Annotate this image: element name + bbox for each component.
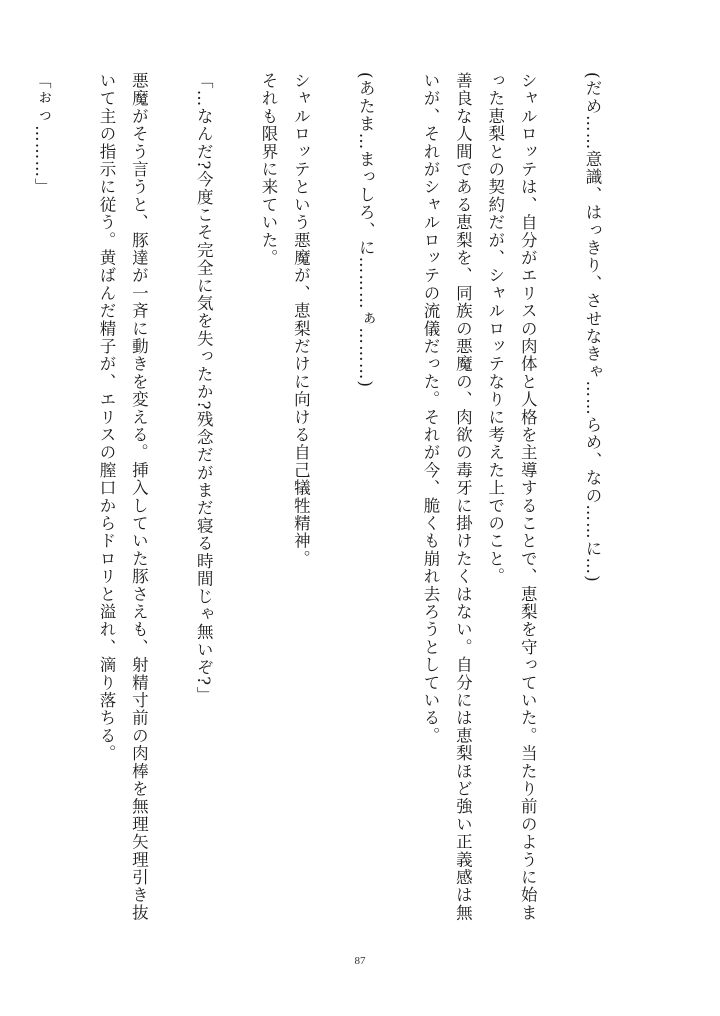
text-line: (だめ……意識、はっきり、させなきゃ……らめ、なの……に…) bbox=[583, 72, 602, 583]
text-line: 「ぉっ………」 bbox=[32, 72, 52, 196]
blank-line bbox=[57, 72, 89, 932]
page-number: 87 bbox=[354, 955, 366, 967]
text-line: 善良な人間である恵梨を、同族の悪魔の、肉欲の毒牙に掛けたくはない。自分には恵梨ほど強い正義感は無いが、それがシャルロッテの流儀だった。それが今、脆くも崩れ去ろうとしている。 bbox=[420, 72, 473, 922]
text-line: 悪魔がそう言うと、豚達が一斉に動きを変える。挿入していた豚さえも、射精寸前の肉棒を無理矢理引き抜いて主の指示に従う。黄ばんだ精子が、エリスの膣口からドロリと溢れ、滴り落ちる。 bbox=[96, 72, 149, 922]
blank-line bbox=[219, 72, 251, 932]
blank-line bbox=[0, 72, 25, 932]
blank-line bbox=[316, 72, 348, 932]
blank-line bbox=[381, 72, 413, 932]
text-line: シャルロッテは、自分がエリスの肉体と人格を主導することで、恵梨を守っていた。当たり前のように始まった恵梨との契約だが、シャルロッテなりに考えた上でのこと。 bbox=[485, 72, 538, 922]
text-line: (あたま…まっしろ、に………ぁ………) bbox=[356, 72, 376, 389]
blank-line bbox=[154, 72, 186, 932]
text-line: 「…なんだ?今度こそ完全に気を失ったか?残念だがまだ寝る時間じゃ無いぞ?」 bbox=[194, 72, 214, 704]
text-line: シャルロッテという悪魔が、恵梨だけに向ける自己犠牲精神。 bbox=[291, 72, 311, 568]
vertical-text-body bbox=[32, 72, 608, 932]
text-line: それも限界に来ていた。 bbox=[258, 72, 278, 267]
blank-line bbox=[543, 72, 575, 932]
